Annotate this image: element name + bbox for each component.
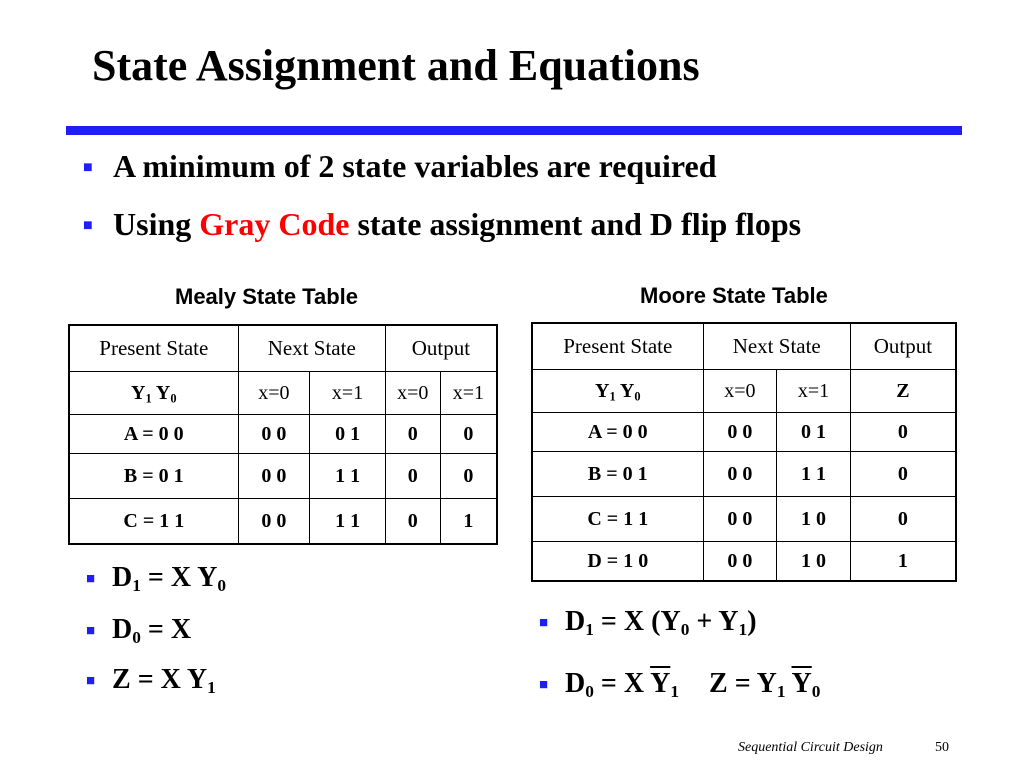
table-cell: 1 1 — [310, 454, 386, 499]
bullet-square-icon: ■ — [86, 571, 96, 587]
column-subheader: Z — [850, 370, 956, 413]
mealy-caption: Mealy State Table — [175, 284, 358, 309]
table-cell: 0 — [440, 415, 497, 454]
bullet-square-icon: ■ — [86, 673, 96, 689]
table-cell: D = 1 0 — [532, 542, 703, 582]
table-cell: 0 — [850, 497, 956, 542]
column-subheader: x=0 — [703, 370, 777, 413]
bullet-state-variables — [83, 148, 717, 185]
table-header-row — [532, 323, 956, 370]
column-header: Next State — [703, 323, 850, 370]
column-header: Output — [850, 323, 956, 370]
column-subheader: x=1 — [777, 370, 851, 413]
column-subheader: x=1 — [440, 372, 497, 415]
state-variables-header: $Y_1$ $Y_0$ — [532, 370, 703, 413]
table-cell: 0 — [440, 454, 497, 499]
complemented-variable: $\overline{Y}$ — [791, 668, 812, 699]
state-variables-header: $Y_1$ $Y_0$ — [69, 372, 238, 415]
slide-title: State Assignment and Equations — [92, 41, 700, 90]
table-cell: 1 — [850, 542, 956, 582]
table-cell: 1 — [440, 499, 497, 545]
table-cell: 0 0 — [703, 452, 777, 497]
table-cell: 0 0 — [238, 454, 310, 499]
table-row — [69, 454, 497, 499]
table-cell: 0 0 — [238, 415, 310, 454]
table-row — [532, 413, 956, 452]
bullet-gray-code — [83, 206, 802, 243]
bullet-square-icon: ■ — [83, 217, 93, 234]
table-cell: 1 0 — [777, 542, 851, 582]
table-cell: A = 0 0 — [532, 413, 703, 452]
table-row — [532, 452, 956, 497]
table-cell: 0 1 — [310, 415, 386, 454]
moore-state-table — [531, 322, 957, 582]
column-header: Next State — [238, 325, 385, 372]
bullet-square-icon: ■ — [86, 623, 96, 639]
column-header: Present State — [532, 323, 703, 370]
moore-equation-d1: ■ $D_1 = X$ $(Y_0 + Y_1)$ — [539, 606, 757, 639]
table-cell: 0 0 — [703, 413, 777, 452]
table-cell: 1 1 — [310, 499, 386, 545]
table-cell: 0 — [850, 413, 956, 452]
table-cell: 0 0 — [238, 499, 310, 545]
table-cell: A = 0 0 — [69, 415, 238, 454]
column-subheader: x=0 — [238, 372, 310, 415]
table-cell: B = 0 1 — [69, 454, 238, 499]
bullet-text: A minimum of 2 state variables are required — [113, 148, 717, 184]
table-row — [532, 497, 956, 542]
mealy-equation-z: ■ Z = X $Y_1$ — [86, 664, 216, 697]
table-cell: 0 0 — [703, 497, 777, 542]
page-number: 50 — [935, 740, 949, 755]
table-cell: 0 — [385, 499, 440, 545]
moore-caption: Moore State Table — [640, 283, 828, 308]
moore-equation-d0-z: ■ $D_0 = X$ $\overline{Y}_1$ $Z = Y_1$ $\overline{Y}_0$ — [539, 668, 821, 701]
complemented-variable: $\overline{Y}$ — [650, 668, 671, 699]
column-subheader: x=0 — [385, 372, 440, 415]
table-subheader-row — [532, 370, 956, 413]
table-cell: 0 1 — [777, 413, 851, 452]
mealy-equation-d1: ■ $D_1 = X$ $Y_0$ — [86, 562, 227, 595]
bullet-square-icon: ■ — [83, 159, 93, 176]
bullet-text-after: state assignment and D flip flops — [349, 206, 802, 242]
table-row — [532, 542, 956, 582]
table-row — [69, 415, 497, 454]
table-cell: 0 — [385, 454, 440, 499]
column-header: Output — [385, 325, 497, 372]
bullet-square-icon: ■ — [539, 677, 549, 693]
title-divider — [66, 126, 962, 135]
table-header-row — [69, 325, 497, 372]
table-cell: C = 1 1 — [532, 497, 703, 542]
column-subheader: x=1 — [310, 372, 386, 415]
column-header: Present State — [69, 325, 238, 372]
table-cell: 0 — [850, 452, 956, 497]
table-cell: B = 0 1 — [532, 452, 703, 497]
table-cell: 0 — [385, 415, 440, 454]
table-cell: 1 0 — [777, 497, 851, 542]
table-cell: 1 1 — [777, 452, 851, 497]
mealy-state-table — [68, 324, 498, 545]
mealy-equation-d0: ■ $D_0 = X$ — [86, 614, 192, 647]
footer-title: Sequential Circuit Design — [738, 740, 883, 755]
table-cell: 0 0 — [703, 542, 777, 582]
table-row — [69, 499, 497, 545]
gray-code-highlight: Gray Code — [199, 206, 350, 242]
table-subheader-row — [69, 372, 497, 415]
bullet-square-icon: ■ — [539, 615, 549, 631]
bullet-text-before: Using — [113, 206, 200, 242]
table-cell: C = 1 1 — [69, 499, 238, 545]
